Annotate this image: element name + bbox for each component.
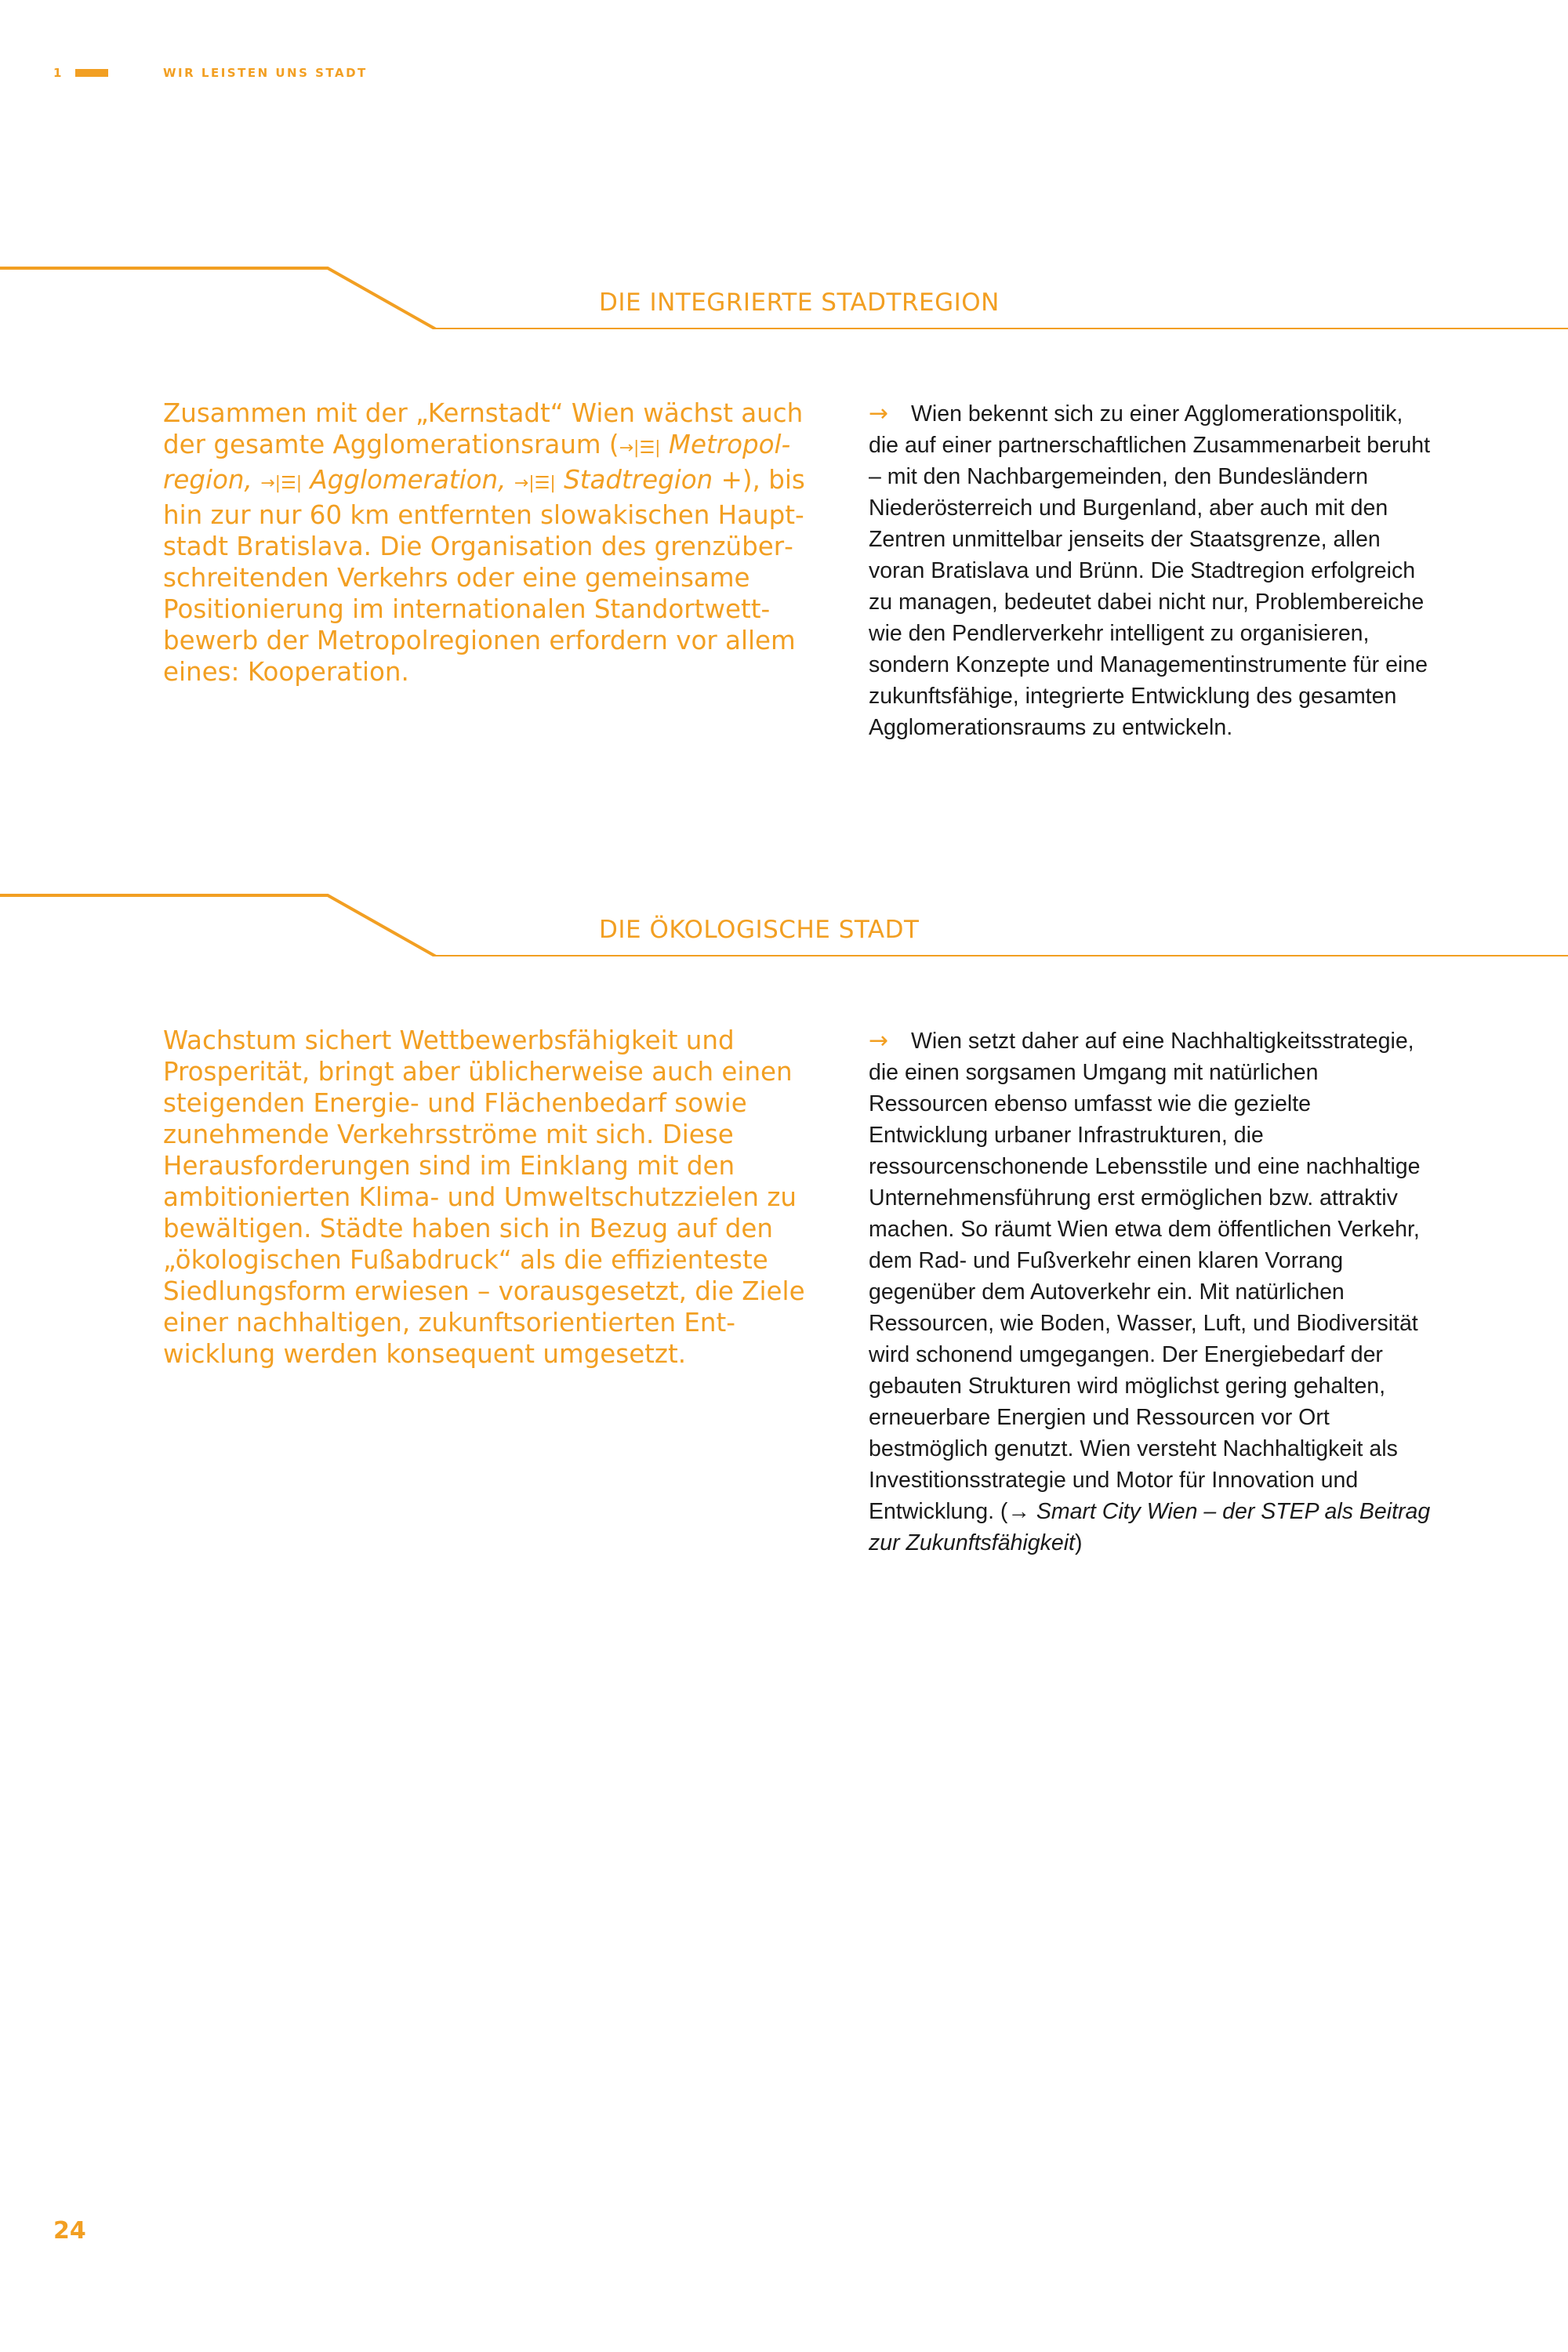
section-body-paragraph: Wien bekennt sich zu einer Agglomerationspolitik, die auf einer partnerschaftlichen Zusammenarbeit beruht – mit den Nachbargemeinden, den Bundesländern Niederösterreich und Burgenland, aber auch mit den Zentren unmittelbar jenseits der Staatsgrenze, allen voran Bratislava und Brünn. Die Stadtregion erfolgreich zu managen, bedeutet dabei nicht nur, Problembereiche wie den Pendlerverkehr intelligent zu organisieren, sondern Konzepte und Managementinstrumente für eine zukunftsfähige, integrierte Entwicklung des gesamten Agglomerationsraums zu entwickeln. xyxy=(869,401,1431,740)
chapter-number: 1 xyxy=(53,66,63,80)
section-title: DIE ÖKOLOGISCHE STADT xyxy=(599,916,920,944)
chapter-title: WIR LEISTEN UNS STADT xyxy=(163,66,368,80)
glossary-arrow-icon: →|☰| xyxy=(514,474,556,493)
cross-reference-link[interactable]: Smart City Wien – der STEP als Beitrag zur Zukunftsfähigkeit xyxy=(869,1499,1431,1555)
page-number: 24 xyxy=(53,2217,86,2245)
arrow-right-icon: → xyxy=(869,400,889,427)
glossary-link-metropolregion[interactable]: Metropolregion, xyxy=(163,430,791,495)
arrow-right-icon: → xyxy=(869,1027,889,1054)
section-title: DIE INTEGRIERTE STADTREGION xyxy=(599,289,1000,317)
lead-text: Zusammen mit der „Kernstadt“ Wien wächst auch der gesamte Agglomerationsraum ( xyxy=(163,398,804,459)
section-body-column xyxy=(869,398,1433,743)
lead-text: ), bis hin zur nur 60 km entfernten slowakischen Hauptstadt Bratislava. Die Organisation des grenzüberschreitenden Verkehrs oder eine gemeinsame Positionierung im internationalen Standortwettbewerb der Metropolregionen erfordern vor allem eines: Kooperation. xyxy=(163,465,805,687)
cross-reference-open: (→ xyxy=(994,1499,1036,1524)
section-lead-paragraph xyxy=(163,397,806,688)
section-lead-paragraph: Wachstum sichert Wettbewerbsfähigkeit und Prosperität, bringt aber üblicherweise auch einen steigenden Energie- und Flächenbedarf sowie zunehmende Verkehrsströme mit sich. Diese Herausforderungen sind im Einklang mit den ambitionierten Klima- und Umweltschutzzielen zu bewältigen. Städte haben sich in Bezug auf den „ökologischen Fußabdruck“ als die effizienteste Siedlungsform erwiesen – vorausgesetzt, die Ziele einer nachhaltigen, zukunftsorientierten Entwicklung werden konsequent umgesetzt. xyxy=(163,1025,805,1369)
glossary-arrow-icon: →|☰| xyxy=(619,438,661,458)
cross-reference-close: ) xyxy=(1074,1530,1083,1555)
section-body-column xyxy=(869,1025,1433,1559)
chapter-marker-bar xyxy=(75,69,108,77)
glossary-link-agglomeration[interactable]: Agglomeration, xyxy=(310,465,506,495)
section-body-paragraph xyxy=(869,1025,1433,1559)
glossary-arrow-icon: →|☰| xyxy=(260,474,303,493)
body-text: Wien setzt daher auf eine Nachhaltigkeitsstrategie, die einen sorgsamen Umgang mit natürlichen Ressourcen ebenso umfasst wie die gezielte Entwicklung urbaner Infrastrukturen, die ressourcenschonende Lebensstile und eine nachhaltige Unternehmensführung erst ermöglichen bzw. attraktiv machen. So räumt Wien etwa dem öffentlichen Verkehr, dem Rad- und Fußverkehr einen klaren Vorrang gegenüber dem Autoverkehr ein. Mit natürlichen Ressourcen, wie Boden, Wasser, Luft, und Biodiversität wird schonend umgegangen. Der Energiebedarf der gebauten Strukturen wird möglichst gering gehalten, erneuerbare Energien und Ressourcen vor Ort bestmöglich genutzt. Wien versteht Nachhaltigkeit als Investitionsstrategie und Motor für Innovation und Entwicklung. xyxy=(869,1029,1421,1524)
glossary-link-stadtregion[interactable]: Stadtregion + xyxy=(564,465,742,495)
